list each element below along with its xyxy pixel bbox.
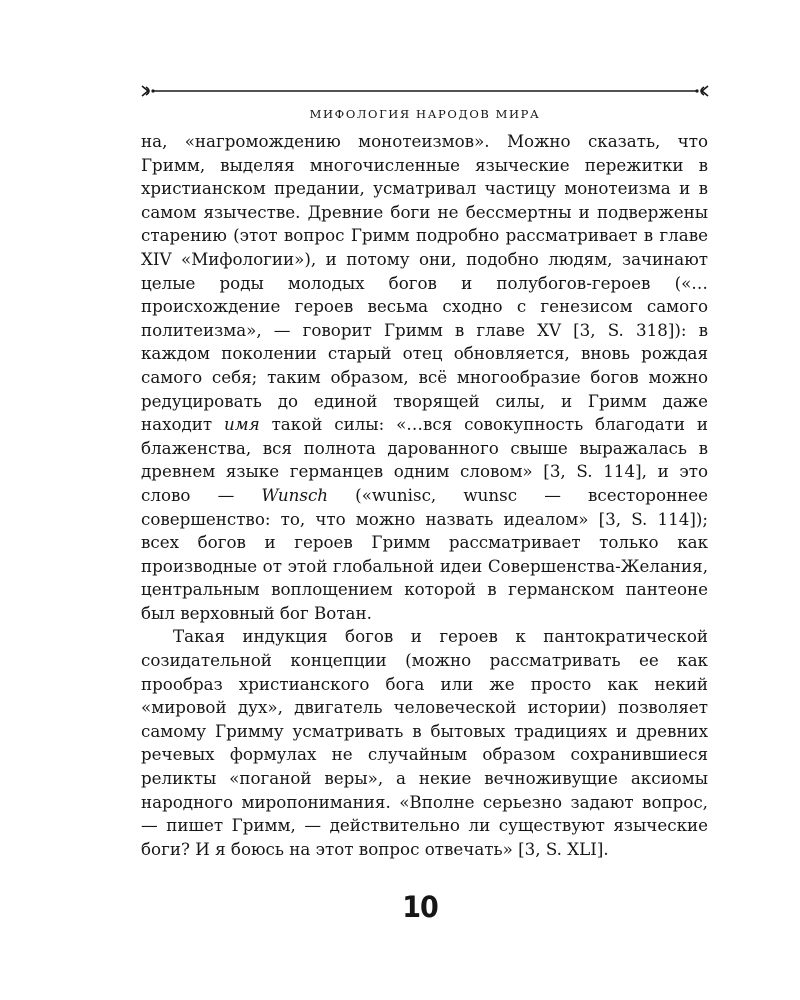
italic-term-wunsch: Wunsch — [261, 484, 329, 505]
paragraph-2: Такая индукция богов и героев к пантократической созидательной концепции (можно рассматривать ее как прообраз христианского бога или же просто как некий «мировой дух», двигатель человеческой истории) позволяет самому Гримму усматривать в бытовых традициях и древних речевых формулах не случайным образом сохранившиеся реликты «поганой веры», а некие вечноживущие аксиомы народного миропонимания. «Вполне серьезно задают вопрос, — пишет Гримм, — действительно ли существуют языческие боги? И я боюсь на этот вопрос отвечать» [3, S. XLI]. — [141, 626, 708, 859]
paragraph-1 — [141, 130, 708, 625]
body-text — [141, 130, 708, 861]
page-number: 10 — [402, 890, 438, 925]
italic-term-imya: имя — [224, 414, 260, 435]
header-ornament-rule — [140, 84, 710, 98]
running-header: МИФОЛОГИЯ НАРОДОВ МИРА — [309, 107, 541, 121]
paragraph-1-part-1: на, «нагромождению монотеизмов». Можно сказать, что Гримм, выделяя многочисленные языческие пережитки в христианском предании, усматривал частицу монотеизма и в самом язычестве. Древние боги не бессмертны и подвержены старению (этот вопрос Гримм подробно рассматривает в главе XIV «Мифологии»), и потому они, подобно людям, зачинают целые роды молодых богов и полубогов-героев («…происхождение героев весьма сходно с генезисом самого политеизма», — говорит Гримм в главе XV [3, S. 318]): в каждом поколении старый отец обновляется, вновь рождая самого себя; таким образом, всё многообразие богов можно редуцировать до единой творящей силы, и Гримм даже находит — [141, 131, 708, 435]
paragraph-1-part-3: («wunisc, wunsc — всестороннее совершенство: то, что можно назвать идеалом» [3, S. 114]); всех богов и героев Гримм рассматривает только как производные от этой глобальной идеи Совершенства-Желания, центральным воплощением которой в германском пантеоне был верховный бог Вотан. — [141, 484, 708, 623]
paragraph-1-part-2: такой силы: «…вся совокупность благодати и блаженства, вся полнота дарованного свыше выражалась в древнем языке германцев одним словом» [3, S. 114], и это слово — — [141, 414, 708, 505]
